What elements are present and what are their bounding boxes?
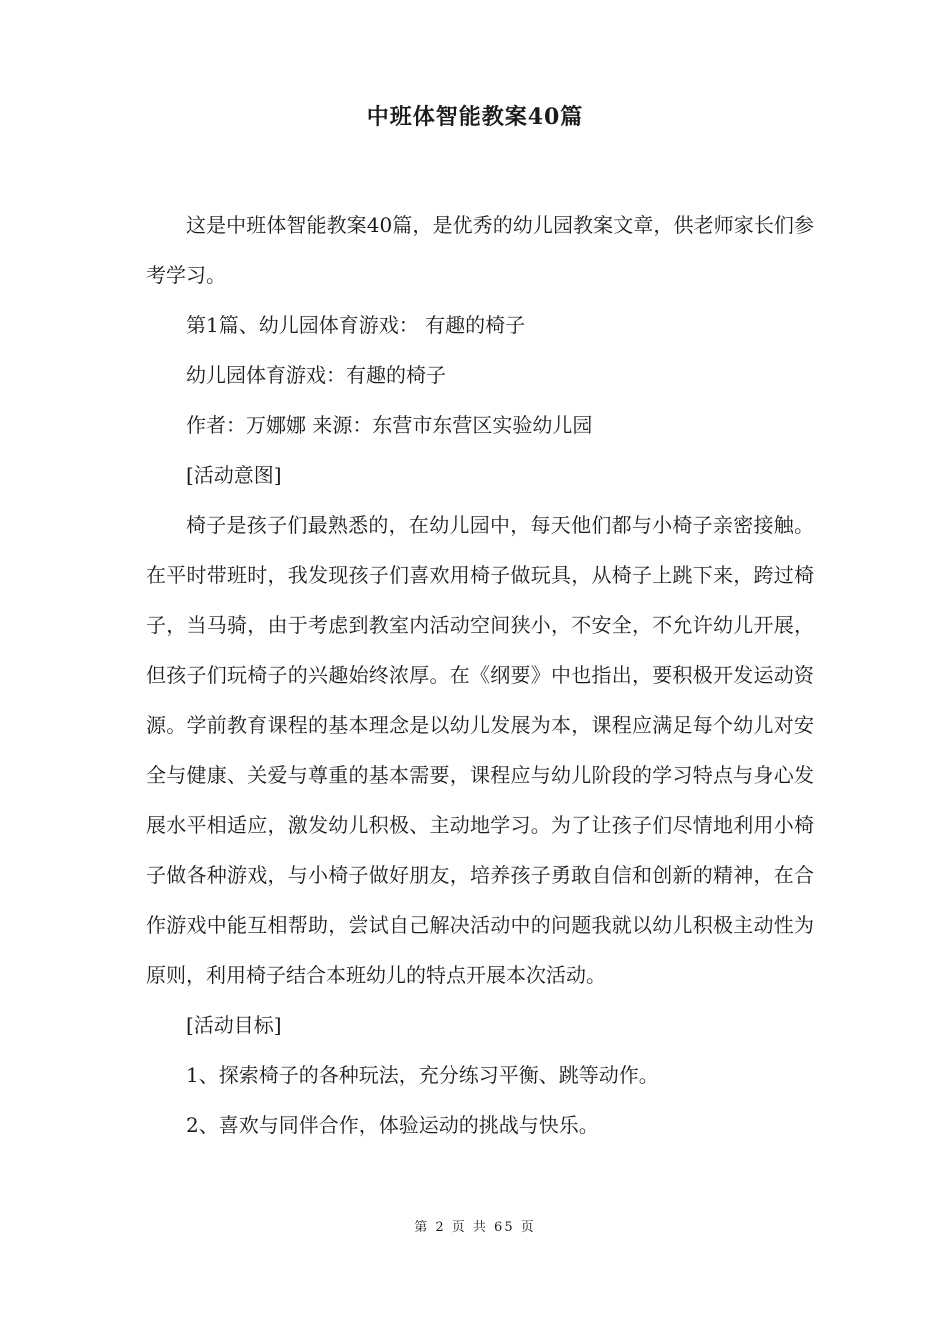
author-line: 作者：万娜娜 来源：东营市东营区实验幼儿园	[186, 413, 593, 437]
page-footer: 第 2 页 共 65 页	[414, 1220, 536, 1235]
chapter-heading: 第1篇、幼儿园体育游戏： 有趣的椅子	[186, 313, 526, 337]
goal-item-1: 1、探索椅子的各种玩法，充分练习平衡、跳等动作。	[186, 1063, 659, 1087]
document-body	[146, 200, 814, 1150]
document-title: 中班体智能教案40篇	[366, 104, 584, 130]
intent-paragraph: 椅子是孩子们最熟悉的，在幼儿园中，每天他们都与小椅子亲密接触。在平时带班时，我发现孩子们喜欢用椅子做玩具，从椅子上跳下来，跨过椅子，当马骑，由于考虑到教室内活动空间狭小，不安全，不允许幼儿开展，但孩子们玩椅子的兴趣始终浓厚。在《纲要》中也指出，要积极开发运动资源。学前教育课程的基本理念是以幼儿发展为本，课程应满足每个幼儿对安全与健康、关爱与尊重的基本需要，课程应与幼儿阶段的学习特点与身心发展水平相适应，激发幼儿积极、主动地学习。为了让孩子们尽情地利用小椅子做各种游戏，与小椅子做好朋友，培养孩子勇敢自信和创新的精神，在合作游戏中能互相帮助，尝试自己解决活动中的问题我就以幼儿积极主动性为原则，利用椅子结合本班幼儿的特点开展本次活动。	[146, 513, 814, 987]
section-heading-intent: [活动意图]	[186, 463, 282, 487]
intro-paragraph: 这是中班体智能教案40篇，是优秀的幼儿园教案文章，供老师家长们参考学习。	[146, 213, 814, 287]
goal-item-2: 2、喜欢与同伴合作，体验运动的挑战与快乐。	[186, 1113, 599, 1137]
section-heading-goals: [活动目标]	[186, 1013, 282, 1037]
article-title: 幼儿园体育游戏：有趣的椅子	[186, 363, 446, 387]
